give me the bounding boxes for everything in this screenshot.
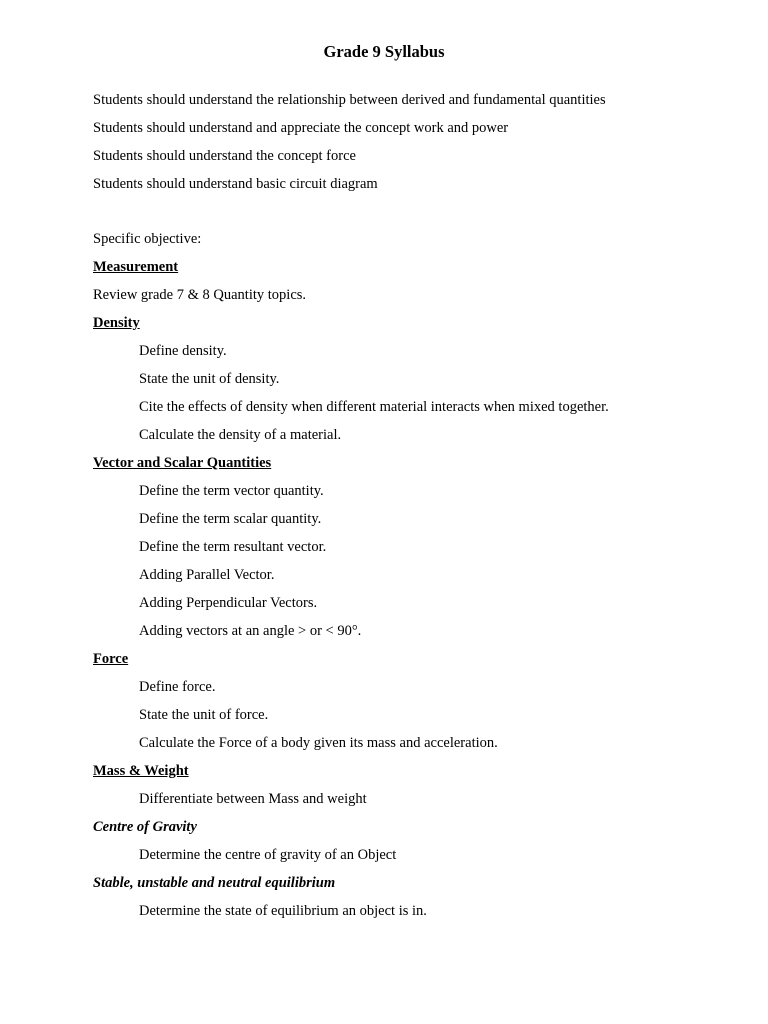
list-item: Define the term resultant vector.: [139, 539, 327, 555]
section-heading-centre-gravity: Centre of Gravity: [93, 819, 197, 835]
list-item: Calculate the Force of a body given its mass and acceleration.: [139, 735, 498, 751]
spacer: [93, 198, 733, 225]
list-item: Adding Parallel Vector.: [139, 567, 275, 583]
list-item: Determine the centre of gravity of an Object: [139, 847, 397, 863]
specific-objective-label: Specific objective:: [93, 231, 202, 247]
list-item: State the unit of force.: [139, 707, 269, 723]
list-item: Determine the state of equilibrium an object is in.: [139, 903, 427, 919]
general-objective: Students should understand basic circuit diagram: [93, 176, 378, 192]
list-item: Adding Perpendicular Vectors.: [139, 595, 318, 611]
general-objective: Students should understand and appreciate the concept work and power: [93, 120, 509, 136]
general-objective: Students should understand the relationship between derived and fundamental quantities: [93, 92, 606, 108]
list-item: Define force.: [139, 679, 216, 695]
list-item: Define density.: [139, 343, 227, 359]
section-heading-equilibrium: Stable, unstable and neutral equilibrium: [93, 875, 336, 891]
section-heading-vectors: Vector and Scalar Quantities: [93, 455, 272, 471]
section-heading-force: Force: [93, 651, 129, 667]
list-item: Define the term vector quantity.: [139, 483, 324, 499]
section-heading-measurement: Measurement: [93, 259, 179, 275]
list-item: Differentiate between Mass and weight: [139, 791, 367, 807]
section-heading-density: Density: [93, 315, 140, 331]
list-item: Calculate the density of a material.: [139, 427, 342, 443]
list-item: State the unit of density.: [139, 371, 280, 387]
document-body: [93, 86, 733, 925]
list-item: Review grade 7 & 8 Quantity topics.: [93, 287, 307, 303]
list-item: Define the term scalar quantity.: [139, 511, 322, 527]
section-heading-mass-weight: Mass & Weight: [93, 763, 189, 779]
general-objective: Students should understand the concept force: [93, 148, 356, 164]
page-title: Grade 9 Syllabus: [323, 42, 445, 61]
list-item: Cite the effects of density when different material interacts when mixed together.: [139, 399, 609, 415]
list-item: Adding vectors at an angle > or < 90°.: [139, 623, 362, 639]
